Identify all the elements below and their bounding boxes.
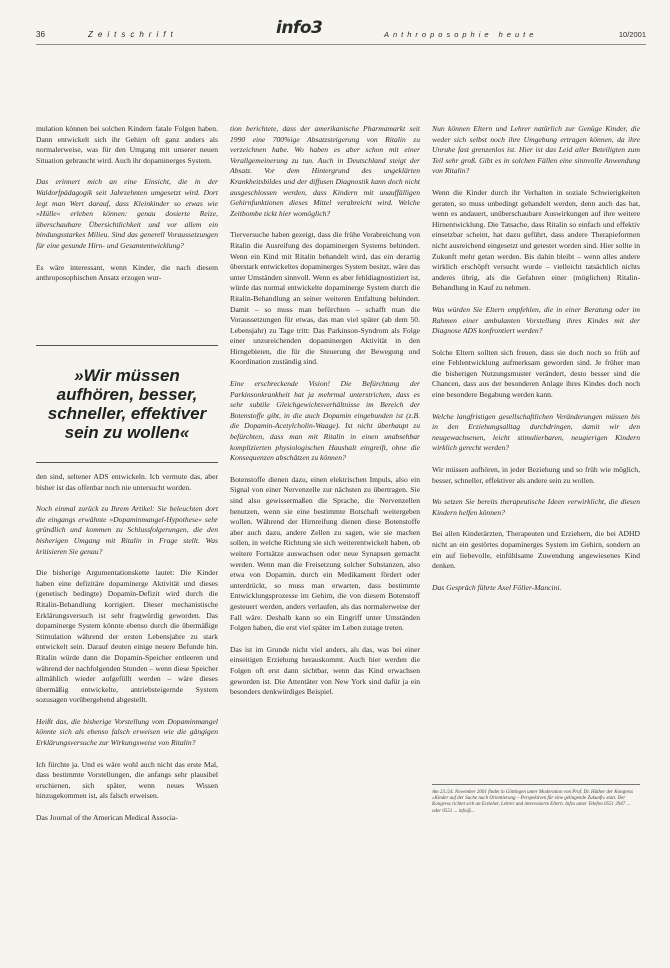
question-paragraph: Welche langfristigen gesellschaftlichen Veränderungen müssen bis in den Erziehungsalltag durchdringen, damit wir den neugewachsenen, leicht stimulierbaren, neugierigen Kindern wirklich gerecht werden? bbox=[432, 411, 640, 453]
answer-paragraph: Wenn die Kinder durch ihr Verhalten in soziale Schwierigkeiten geraten, so muss unbedingt gehandelt werden, denn auch das hat, wenn es andauert, unüberschaubare Auswirkungen auf ihre weitere Hirnentwicklung. Die Tatsache, dass Ritalin so einfach und effektiv einsetzbar scheint, hat dazu geführt, dass andere Therapieformen nicht ausreichend eingesetzt und getestet worden sind. Hier sollte in Zukunft mehr getan werden. Bis dahin bleibt – wenn alles andere wirklich erschöpft versucht wurde – vielleicht tatsächlich nichts anderes übrig, als die Gefahren einer (möglichen) Ritalin-Behandlung in Kauf zu nehmen. bbox=[432, 187, 640, 293]
answer-paragraph: mulation können bei solchen Kindern fatale Folgen haben. Dann entwickelt sich ihr Gehirn oft ganz anders als normalerweise, was für den Umgang mit unserer neuen Situation gebraucht wird. Auch ihr dopaminerges System. bbox=[36, 124, 218, 165]
answer-paragraph: Botenstoffe dienen dazu, einen elektrischen Impuls, also ein Signal von einer Nervenzelle zur nächsten zu übertragen. Sie sind also gewissermaßen die Sprache, die Nervenzellen benutzen, wenn sie eine bestimmte Botschaft weitergeben wollen. Während der Hirnreifung dienen diese Botenstoffe aber auch dazu, andere Zellen zu sagen, wie sie machen sollen, in welche Richtung sie sich weiterentwickelt haben, ob weitere Fortsätze auswachsen oder neue Synapsen gemacht werden. Wenn man die Freisetzung solcher Substanzen, also etwa von Dopamin, durch ein Medikament fördert oder unterdrückt, so muss man erwarten, dass bestimmte Entwicklungsprozesse im Gehirn, die von diesem Botenstoff gesteuert werden, anders verlaufen, als das normalerweise der Fall wäre. Deshalb kann so ein Eingriff unter Umständen Folgen haben, die erst viel später im Leben zutage treten. bbox=[230, 474, 420, 633]
issue-number: 10/2001 bbox=[618, 30, 646, 39]
question-paragraph: Nun können Eltern und Lehrer natürlich zur Genüge Kinder, die weder sich selbst noch ihre Umgebung ertragen können, da ihre Unruhe fast grenzenlos ist. Hier ist das Leid aller Beteiligten zum Teil sehr groß. Gibt es in solchen Fällen eine sinnvolle Anwendung von Ritalin? bbox=[432, 124, 640, 176]
magazine-logo: info3 bbox=[276, 18, 323, 38]
question-paragraph: Eine erschreckende Vision! Die Befürchtung der Parkinsonkrankheit hat ja mehrmal unterstrichen, dass es sehr subtile Gleichgewichtsverhältnisse im Bereich der Botenstoffe gibt, in die auch Dopamin eingebunden ist (z.B. die Dopamin-Acetylcholin-Waage). Ist nicht überhaupt zu befürchten, dass man mit Ritalin in einen unabsehbar komplizierten physiologischen Haushalt eingreift, ohne die Konsequenzen abschätzen zu können? bbox=[230, 379, 420, 463]
text-column-2 bbox=[230, 124, 420, 709]
text-column-1-continued bbox=[36, 472, 218, 835]
magazine-subtitle: Anthroposophie heute bbox=[384, 30, 538, 39]
text-column-1 bbox=[36, 124, 218, 295]
question-paragraph: Das erinnert mich an eine Einsicht, die in der Waldorfpädagogik seit Jahrzehnten umgesetzt wird. Dort legt man Wert darauf, dass Kleinkinder so etwas wie »Hülle« erleben können: genau dosierte Reize, überschaubare Übersichtlichkeit und vor allem ein bindungsstarkes Milieu. Sind das generell Voraussetzungen für eine gesunde Hirn- und Gesamtentwicklung? bbox=[36, 177, 218, 250]
answer-paragraph: Es wäre interessant, wenn Kinder, die nach diesem anthroposophischen Ansatz erzogen wur- bbox=[36, 262, 218, 283]
footnote-rule bbox=[432, 784, 640, 785]
question-paragraph: Heißt das, die bisherige Vorstellung vom Dopaminmangel könnte sich als ebenso falsch erweisen wie die gängigen Erklärungsversuche zur Wirkungsweise von Ritalin? bbox=[36, 716, 218, 748]
question-paragraph: Was würden Sie Eltern empfehlen, die in einer Beratung oder im Rahmen einer ambulanten Vorstellung ihres Kindes mit der Diagnose ADS konfrontiert werden? bbox=[432, 304, 640, 336]
text-column-3 bbox=[432, 124, 640, 604]
pull-quote bbox=[36, 345, 218, 463]
answer-paragraph: Ich fürchte ja. Und es wäre wohl auch nicht das erste Mal, dass bestimmte Vorstellungen, die anfangs sehr plausibel erschienen, sich später, wenn neues Wissen hinzugekommen ist, als falsch erweisen. bbox=[36, 759, 218, 801]
answer-paragraph: Wir müssen aufhören, in jeder Beziehung und so früh wie möglich, besser, schneller, effektiver als andere sein zu wollen. bbox=[432, 465, 640, 485]
magazine-title: Zeitschrift bbox=[88, 30, 178, 39]
question-paragraph: Noch einmal zurück zu Ihrem Artikel: Sie beleuchten dort die eingangs erwähnte »Dopaminmangel-Hypothese« sehr gründlich und kommen zu Schlussfolgerungen, die den bisherigen Umgang mit Ritalin in Frage stellt. Was kritisieren Sie genau? bbox=[36, 504, 218, 556]
page-number: 36 bbox=[36, 30, 45, 39]
header-rule bbox=[36, 44, 646, 45]
answer-paragraph: Bei allen Kinderärzten, Therapeuten und Erziehern, die bei ADHD nicht an ein gestörtes dopaminerges System im Gehirn, sondern an ein auf liebevolle, einfühlsame Zuwendung angewiesenes Kind denken. bbox=[432, 529, 640, 571]
page-header bbox=[36, 18, 646, 52]
answer-paragraph: Solche Eltern sollten sich freuen, dass sie doch noch so früh auf eine Fehlentwicklung aufmerksam geworden sind. Je früher man die bisherigen Nutzungsmuster verändert, desto besser sind die Chancen, dass aus der besonderen Anlage ihres Kindes doch noch eine besondere Begabung werden kann. bbox=[432, 347, 640, 400]
question-paragraph: tion berichtete, dass der amerikanische Pharmamarkt seit 1990 eine 700%ige Absatzsteigerung von Ritalin zu verzeichnen habe. Wo haben es aber schon mit einer Verallgemeinerung zu tun. Auch in Deutschland steigt der Absatz. Vor dem Hintergrund des ungeklärten Krankheitsbildes und der diffusen Diagnostik kann doch nicht ausgeschlossen werden, dass Kindern mit unauffälligen Gehirnfunktionen dieses Mittel verabreicht wird. Welche Zeitbombe tickt hier womöglich? bbox=[230, 124, 420, 218]
event-footnote: Am 23./24. November 2001 findet in Göttingen unter Moderation von Prof. Dr. Hüther der Kongress »Kinder auf der Suche nach Orientierung – Perspektiven für eine gelingende Zukunft« statt. Der Kongress richtet sich an Erzieher, Lehrer und interessierte Eltern. Infos unter Telefon 0551 3947 ... oder 0551 ... info@... bbox=[432, 790, 634, 814]
pull-quote-text: »Wir müssen aufhören, besser, schneller, effektiver sein zu wollen« bbox=[47, 366, 207, 442]
question-paragraph: Wo setzen Sie bereits therapeutische Ideen verwirklicht, die diesen Kindern helfen können? bbox=[432, 497, 640, 517]
answer-paragraph: Das Journal of the American Medical Associa- bbox=[36, 813, 178, 823]
interview-credit: Das Gespräch führte Axel Föller-Mancini. bbox=[432, 582, 562, 592]
answer-paragraph: Das ist im Grunde nicht viel anders, als das, was bei einer einseitigen Erziehung herauskommt. Auch hier werden die Folgen oft erst dann sichtbar, wenn das Kind erwachsen geworden ist. Die Attentäter von New York sind dafür ja ein besonders denkwürdiges Beispiel. bbox=[230, 644, 420, 697]
answer-paragraph: Die bisherige Argumentationskette lautet: Die Kinder haben eine defizitäre dopaminerge Aktivität und dieses (genetisch bedingte) Dopamin-Defizit wird durch die Ritalin-Behandlung korrigiert. Dieser mechanistische Erklärungsversuch ist sehr fragwürdig geworden. Das dopaminerge System könnte ebenso durch die übermäßige Stimulation während der ersten Lebensjahre zu stark entwickelt sein. Darauf deuten einige neuere Befunde hin. Ritalin würde dann die Dopamin-Speicher entleeren und während der nachfolgenden Stunden – wenn diese Speicher allmählich wieder aufgefüllt werden – wäre dieses übermäßig entwickelte, antriebsteigernde System sozusagen vorübergehend abgestellt. bbox=[36, 568, 218, 705]
answer-paragraph: Tierversuche haben gezeigt, dass die frühe Verabreichung von Ritalin die Ausreifung des dopaminergen Systems behindert. Wenn ein Kind mit Ritalin behandelt wird, das ein derartig überstark entwickeltes dopaminerges System besitzt, wäre das unter Umständen sinnvoll. Wenn es aber fehldiagnostiziert ist, würde das normal entwickelte dopaminerge System durch die Ritalin-Behandlung an seiner weiteren Entfaltung behindert. Damit – so muss man befürchten – schafft man die Voraussetzungen für etwas, das man viel später (ab dem 50. Lebensjahr) zu Tage tritt: Das Parkinson-Syndrom als Folge einer unzureichenden dopaminergen Aktivität in den Hirngebieten, die für die Steuerung der Bewegung und Koordination zuständig sind. bbox=[230, 230, 420, 367]
answer-paragraph: den sind, seltener ADS entwickeln. Ich vermute das, aber bisher ist das offenbar noch nie untersucht worden. bbox=[36, 472, 218, 492]
